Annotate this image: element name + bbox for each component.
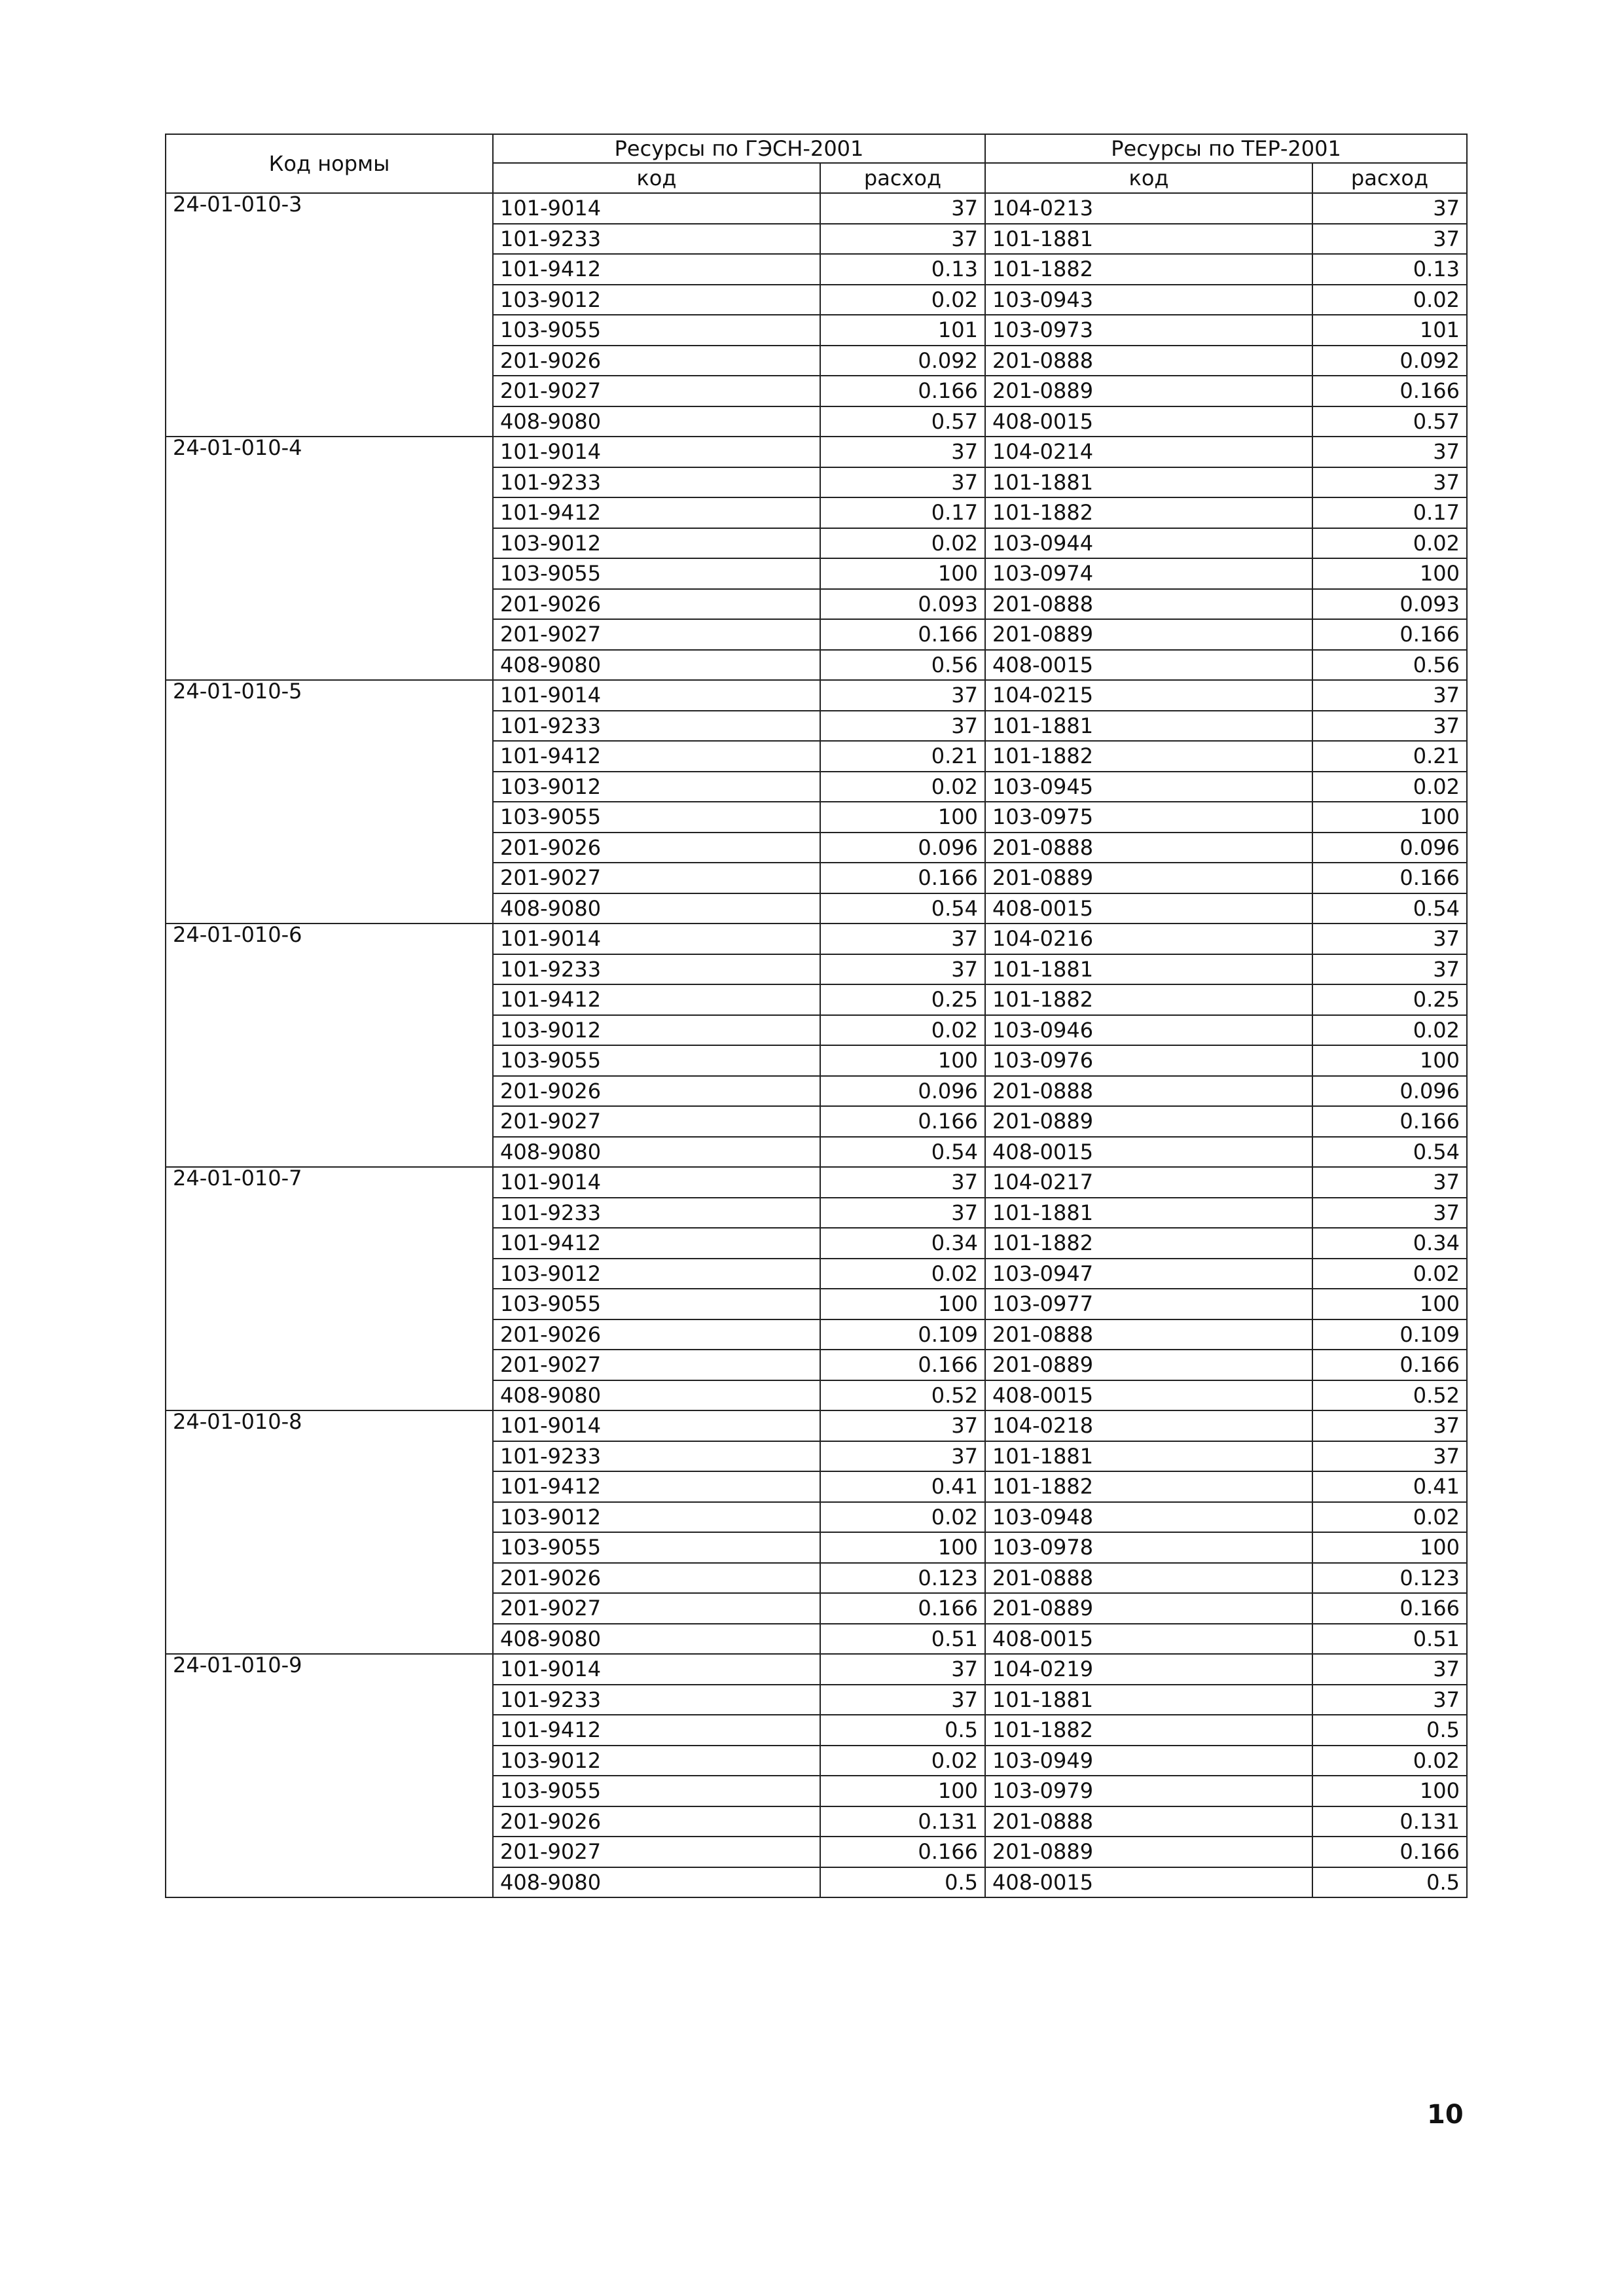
gesn-code-cell: 201-9026 bbox=[493, 833, 820, 863]
gesn-code-cell: 101-9412 bbox=[493, 1471, 820, 1502]
gesn-rate-cell: 0.02 bbox=[820, 1502, 985, 1533]
table-row bbox=[166, 1167, 1467, 1198]
gesn-rate-cell: 37 bbox=[820, 711, 985, 742]
gesn-rate-cell: 0.02 bbox=[820, 1259, 985, 1289]
gesn-code-cell: 201-9027 bbox=[493, 1350, 820, 1380]
ter-code-cell: 408-0015 bbox=[985, 893, 1312, 924]
ter-code-cell: 103-0944 bbox=[985, 528, 1312, 559]
gesn-code-cell: 201-9026 bbox=[493, 1076, 820, 1107]
gesn-code-cell: 101-9014 bbox=[493, 193, 820, 224]
gesn-rate-cell: 0.13 bbox=[820, 254, 985, 285]
ter-code-cell: 103-0976 bbox=[985, 1045, 1312, 1076]
table-row bbox=[166, 437, 1467, 467]
ter-code-cell: 101-1881 bbox=[985, 954, 1312, 985]
ter-rate-cell: 100 bbox=[1312, 1045, 1467, 1076]
ter-rate-cell: 37 bbox=[1312, 467, 1467, 498]
table-header bbox=[166, 134, 1467, 193]
ter-code-cell: 103-0974 bbox=[985, 558, 1312, 589]
gesn-code-cell: 103-9055 bbox=[493, 802, 820, 833]
ter-rate-cell: 0.096 bbox=[1312, 833, 1467, 863]
ter-rate-cell: 37 bbox=[1312, 924, 1467, 954]
gesn-rate-cell: 37 bbox=[820, 467, 985, 498]
table-row bbox=[166, 924, 1467, 954]
gesn-code-cell: 201-9026 bbox=[493, 346, 820, 376]
ter-rate-cell: 0.166 bbox=[1312, 1593, 1467, 1624]
gesn-code-cell: 201-9026 bbox=[493, 589, 820, 620]
ter-code-cell: 103-0943 bbox=[985, 285, 1312, 315]
ter-rate-cell: 0.52 bbox=[1312, 1380, 1467, 1411]
gesn-code-cell: 201-9027 bbox=[493, 1106, 820, 1137]
ter-rate-cell: 101 bbox=[1312, 315, 1467, 346]
table-row bbox=[166, 1410, 1467, 1441]
ter-rate-cell: 0.02 bbox=[1312, 1502, 1467, 1533]
gesn-code-cell: 201-9026 bbox=[493, 1563, 820, 1594]
gesn-code-cell: 103-9055 bbox=[493, 558, 820, 589]
gesn-rate-cell: 0.166 bbox=[820, 1350, 985, 1380]
norm-code-cell: 24-01-010-8 bbox=[166, 1410, 493, 1654]
gesn-rate-cell: 0.5 bbox=[820, 1715, 985, 1746]
gesn-code-cell: 101-9233 bbox=[493, 467, 820, 498]
gesn-code-cell: 201-9027 bbox=[493, 1837, 820, 1867]
ter-rate-cell: 0.02 bbox=[1312, 772, 1467, 802]
gesn-code-cell: 101-9014 bbox=[493, 924, 820, 954]
gesn-rate-cell: 100 bbox=[820, 1045, 985, 1076]
ter-rate-cell: 0.109 bbox=[1312, 1319, 1467, 1350]
gesn-rate-cell: 0.41 bbox=[820, 1471, 985, 1502]
gesn-rate-cell: 0.092 bbox=[820, 346, 985, 376]
ter-rate-cell: 0.096 bbox=[1312, 1076, 1467, 1107]
ter-rate-cell: 0.54 bbox=[1312, 893, 1467, 924]
ter-rate-cell: 37 bbox=[1312, 1654, 1467, 1685]
gesn-code-cell: 103-9055 bbox=[493, 1776, 820, 1806]
ter-code-cell: 201-0888 bbox=[985, 1563, 1312, 1594]
gesn-rate-cell: 0.096 bbox=[820, 833, 985, 863]
norm-code-cell: 24-01-010-6 bbox=[166, 924, 493, 1167]
gesn-rate-cell: 0.02 bbox=[820, 1015, 985, 1046]
ter-code-cell: 101-1881 bbox=[985, 1198, 1312, 1229]
gesn-code-cell: 101-9014 bbox=[493, 1654, 820, 1685]
ter-code-cell: 201-0889 bbox=[985, 376, 1312, 406]
ter-rate-cell: 37 bbox=[1312, 711, 1467, 742]
gesn-rate-cell: 0.096 bbox=[820, 1076, 985, 1107]
ter-code-cell: 408-0015 bbox=[985, 1867, 1312, 1898]
gesn-rate-cell: 0.166 bbox=[820, 1837, 985, 1867]
gesn-code-cell: 103-9012 bbox=[493, 528, 820, 559]
ter-rate-cell: 0.17 bbox=[1312, 497, 1467, 528]
gesn-rate-cell: 0.02 bbox=[820, 772, 985, 802]
gesn-rate-cell: 37 bbox=[820, 924, 985, 954]
ter-code-cell: 408-0015 bbox=[985, 650, 1312, 681]
gesn-code-cell: 201-9027 bbox=[493, 1593, 820, 1624]
ter-rate-cell: 0.56 bbox=[1312, 650, 1467, 681]
table-body bbox=[166, 193, 1467, 1897]
gesn-code-cell: 408-9080 bbox=[493, 1867, 820, 1898]
ter-code-cell: 408-0015 bbox=[985, 1380, 1312, 1411]
gesn-code-cell: 101-9412 bbox=[493, 1715, 820, 1746]
ter-rate-cell: 37 bbox=[1312, 1685, 1467, 1715]
gesn-code-cell: 103-9012 bbox=[493, 1746, 820, 1776]
ter-code-cell: 201-0888 bbox=[985, 1076, 1312, 1107]
gesn-code-cell: 101-9233 bbox=[493, 711, 820, 742]
gesn-rate-cell: 0.56 bbox=[820, 650, 985, 681]
ter-rate-cell: 0.5 bbox=[1312, 1715, 1467, 1746]
ter-code-cell: 103-0975 bbox=[985, 802, 1312, 833]
ter-rate-cell: 100 bbox=[1312, 802, 1467, 833]
ter-rate-cell: 37 bbox=[1312, 437, 1467, 467]
gesn-rate-cell: 100 bbox=[820, 558, 985, 589]
ter-code-cell: 103-0946 bbox=[985, 1015, 1312, 1046]
norm-code-cell: 24-01-010-3 bbox=[166, 193, 493, 437]
gesn-rate-cell: 37 bbox=[820, 1685, 985, 1715]
gesn-rate-cell: 0.54 bbox=[820, 893, 985, 924]
gesn-rate-cell: 0.57 bbox=[820, 406, 985, 437]
ter-rate-cell: 0.166 bbox=[1312, 1837, 1467, 1867]
gesn-code-cell: 103-9055 bbox=[493, 1045, 820, 1076]
gesn-code-cell: 101-9412 bbox=[493, 254, 820, 285]
ter-code-cell: 101-1881 bbox=[985, 467, 1312, 498]
gesn-rate-cell: 0.093 bbox=[820, 589, 985, 620]
ter-rate-cell: 37 bbox=[1312, 1441, 1467, 1472]
ter-code-cell: 103-0978 bbox=[985, 1532, 1312, 1563]
gesn-rate-cell: 0.02 bbox=[820, 1746, 985, 1776]
gesn-rate-cell: 37 bbox=[820, 224, 985, 255]
ter-code-cell: 103-0948 bbox=[985, 1502, 1312, 1533]
gesn-code-cell: 103-9012 bbox=[493, 1502, 820, 1533]
ter-code-cell: 201-0888 bbox=[985, 589, 1312, 620]
ter-rate-cell: 37 bbox=[1312, 680, 1467, 711]
ter-code-cell: 201-0889 bbox=[985, 1593, 1312, 1624]
ter-rate-cell: 0.57 bbox=[1312, 406, 1467, 437]
ter-rate-cell: 0.166 bbox=[1312, 863, 1467, 893]
ter-code-cell: 201-0889 bbox=[985, 863, 1312, 893]
ter-rate-cell: 0.02 bbox=[1312, 1746, 1467, 1776]
page-number: 10 bbox=[1427, 2100, 1464, 2130]
ter-rate-cell: 0.02 bbox=[1312, 285, 1467, 315]
header-norm-code: Код нормы bbox=[166, 134, 493, 193]
gesn-rate-cell: 100 bbox=[820, 1289, 985, 1319]
ter-rate-cell: 100 bbox=[1312, 1776, 1467, 1806]
gesn-code-cell: 103-9012 bbox=[493, 772, 820, 802]
gesn-rate-cell: 37 bbox=[820, 1167, 985, 1198]
gesn-rate-cell: 100 bbox=[820, 1776, 985, 1806]
ter-rate-cell: 37 bbox=[1312, 1167, 1467, 1198]
gesn-code-cell: 101-9412 bbox=[493, 741, 820, 772]
gesn-rate-cell: 0.34 bbox=[820, 1228, 985, 1259]
ter-code-cell: 103-0949 bbox=[985, 1746, 1312, 1776]
gesn-rate-cell: 0.21 bbox=[820, 741, 985, 772]
ter-code-cell: 201-0889 bbox=[985, 619, 1312, 650]
ter-code-cell: 201-0888 bbox=[985, 1319, 1312, 1350]
ter-code-cell: 101-1881 bbox=[985, 1441, 1312, 1472]
gesn-rate-cell: 0.5 bbox=[820, 1867, 985, 1898]
gesn-code-cell: 201-9026 bbox=[493, 1319, 820, 1350]
gesn-rate-cell: 0.51 bbox=[820, 1624, 985, 1655]
gesn-code-cell: 103-9055 bbox=[493, 315, 820, 346]
gesn-code-cell: 101-9412 bbox=[493, 1228, 820, 1259]
gesn-rate-cell: 0.54 bbox=[820, 1137, 985, 1168]
table-row bbox=[166, 680, 1467, 711]
ter-rate-cell: 37 bbox=[1312, 224, 1467, 255]
ter-code-cell: 104-0217 bbox=[985, 1167, 1312, 1198]
ter-code-cell: 104-0216 bbox=[985, 924, 1312, 954]
gesn-rate-cell: 100 bbox=[820, 802, 985, 833]
gesn-rate-cell: 37 bbox=[820, 1198, 985, 1229]
resources-table bbox=[165, 134, 1468, 1898]
ter-rate-cell: 0.21 bbox=[1312, 741, 1467, 772]
gesn-code-cell: 408-9080 bbox=[493, 1624, 820, 1655]
ter-rate-cell: 0.123 bbox=[1312, 1563, 1467, 1594]
gesn-code-cell: 201-9027 bbox=[493, 619, 820, 650]
gesn-code-cell: 101-9014 bbox=[493, 1410, 820, 1441]
ter-code-cell: 104-0218 bbox=[985, 1410, 1312, 1441]
ter-code-cell: 104-0214 bbox=[985, 437, 1312, 467]
gesn-code-cell: 408-9080 bbox=[493, 1380, 820, 1411]
ter-rate-cell: 37 bbox=[1312, 193, 1467, 224]
gesn-rate-cell: 101 bbox=[820, 315, 985, 346]
gesn-rate-cell: 0.166 bbox=[820, 1106, 985, 1137]
ter-rate-cell: 0.54 bbox=[1312, 1137, 1467, 1168]
gesn-code-cell: 103-9055 bbox=[493, 1532, 820, 1563]
ter-code-cell: 101-1882 bbox=[985, 497, 1312, 528]
gesn-code-cell: 408-9080 bbox=[493, 406, 820, 437]
ter-rate-cell: 0.02 bbox=[1312, 1015, 1467, 1046]
ter-rate-cell: 100 bbox=[1312, 1532, 1467, 1563]
table-row bbox=[166, 193, 1467, 224]
norm-code-cell: 24-01-010-9 bbox=[166, 1654, 493, 1897]
gesn-rate-cell: 0.123 bbox=[820, 1563, 985, 1594]
norm-code-cell: 24-01-010-5 bbox=[166, 680, 493, 924]
gesn-rate-cell: 0.131 bbox=[820, 1806, 985, 1837]
gesn-rate-cell: 37 bbox=[820, 1441, 985, 1472]
ter-code-cell: 408-0015 bbox=[985, 1137, 1312, 1168]
header-ter-code: код bbox=[985, 163, 1312, 193]
ter-rate-cell: 0.25 bbox=[1312, 984, 1467, 1015]
ter-rate-cell: 37 bbox=[1312, 1198, 1467, 1229]
ter-code-cell: 104-0215 bbox=[985, 680, 1312, 711]
gesn-rate-cell: 100 bbox=[820, 1532, 985, 1563]
ter-rate-cell: 0.092 bbox=[1312, 346, 1467, 376]
gesn-code-cell: 201-9027 bbox=[493, 376, 820, 406]
gesn-code-cell: 101-9233 bbox=[493, 1685, 820, 1715]
ter-rate-cell: 37 bbox=[1312, 1410, 1467, 1441]
ter-code-cell: 103-0945 bbox=[985, 772, 1312, 802]
gesn-rate-cell: 37 bbox=[820, 193, 985, 224]
ter-code-cell: 101-1882 bbox=[985, 741, 1312, 772]
gesn-code-cell: 408-9080 bbox=[493, 1137, 820, 1168]
gesn-rate-cell: 0.25 bbox=[820, 984, 985, 1015]
norm-code-cell: 24-01-010-4 bbox=[166, 437, 493, 680]
ter-code-cell: 201-0889 bbox=[985, 1837, 1312, 1867]
gesn-rate-cell: 37 bbox=[820, 1654, 985, 1685]
ter-code-cell: 101-1882 bbox=[985, 254, 1312, 285]
header-ter-rate: расход bbox=[1312, 163, 1467, 193]
ter-code-cell: 101-1882 bbox=[985, 1471, 1312, 1502]
ter-code-cell: 201-0888 bbox=[985, 346, 1312, 376]
ter-code-cell: 201-0888 bbox=[985, 833, 1312, 863]
gesn-rate-cell: 0.02 bbox=[820, 285, 985, 315]
ter-rate-cell: 0.166 bbox=[1312, 1106, 1467, 1137]
ter-code-cell: 101-1882 bbox=[985, 1228, 1312, 1259]
ter-rate-cell: 0.131 bbox=[1312, 1806, 1467, 1837]
header-gesn-resources: Ресурсы по ГЭСН-2001 bbox=[493, 134, 985, 163]
ter-code-cell: 201-0889 bbox=[985, 1350, 1312, 1380]
gesn-code-cell: 101-9233 bbox=[493, 224, 820, 255]
ter-rate-cell: 0.34 bbox=[1312, 1228, 1467, 1259]
gesn-rate-cell: 0.109 bbox=[820, 1319, 985, 1350]
gesn-rate-cell: 0.02 bbox=[820, 528, 985, 559]
gesn-rate-cell: 37 bbox=[820, 954, 985, 985]
ter-rate-cell: 0.166 bbox=[1312, 1350, 1467, 1380]
ter-rate-cell: 0.41 bbox=[1312, 1471, 1467, 1502]
header-ter-resources: Ресурсы по ТЕР-2001 bbox=[985, 134, 1467, 163]
gesn-rate-cell: 0.166 bbox=[820, 619, 985, 650]
table-row bbox=[166, 1654, 1467, 1685]
gesn-code-cell: 103-9012 bbox=[493, 1015, 820, 1046]
gesn-rate-cell: 0.166 bbox=[820, 376, 985, 406]
ter-code-cell: 104-0219 bbox=[985, 1654, 1312, 1685]
gesn-code-cell: 103-9012 bbox=[493, 285, 820, 315]
gesn-code-cell: 408-9080 bbox=[493, 650, 820, 681]
gesn-code-cell: 101-9233 bbox=[493, 1198, 820, 1229]
ter-code-cell: 101-1881 bbox=[985, 1685, 1312, 1715]
ter-code-cell: 408-0015 bbox=[985, 406, 1312, 437]
ter-code-cell: 201-0888 bbox=[985, 1806, 1312, 1837]
ter-rate-cell: 100 bbox=[1312, 1289, 1467, 1319]
gesn-code-cell: 408-9080 bbox=[493, 893, 820, 924]
ter-code-cell: 101-1882 bbox=[985, 1715, 1312, 1746]
ter-code-cell: 201-0889 bbox=[985, 1106, 1312, 1137]
ter-rate-cell: 37 bbox=[1312, 954, 1467, 985]
gesn-rate-cell: 37 bbox=[820, 680, 985, 711]
ter-code-cell: 104-0213 bbox=[985, 193, 1312, 224]
gesn-code-cell: 101-9014 bbox=[493, 680, 820, 711]
ter-rate-cell: 0.02 bbox=[1312, 1259, 1467, 1289]
ter-code-cell: 408-0015 bbox=[985, 1624, 1312, 1655]
ter-code-cell: 101-1882 bbox=[985, 984, 1312, 1015]
gesn-rate-cell: 0.17 bbox=[820, 497, 985, 528]
gesn-code-cell: 101-9233 bbox=[493, 954, 820, 985]
ter-code-cell: 103-0973 bbox=[985, 315, 1312, 346]
gesn-code-cell: 101-9014 bbox=[493, 437, 820, 467]
gesn-rate-cell: 0.166 bbox=[820, 863, 985, 893]
ter-rate-cell: 0.166 bbox=[1312, 376, 1467, 406]
ter-rate-cell: 0.51 bbox=[1312, 1624, 1467, 1655]
gesn-code-cell: 201-9026 bbox=[493, 1806, 820, 1837]
ter-rate-cell: 100 bbox=[1312, 558, 1467, 589]
ter-rate-cell: 0.13 bbox=[1312, 254, 1467, 285]
ter-code-cell: 103-0947 bbox=[985, 1259, 1312, 1289]
gesn-rate-cell: 0.166 bbox=[820, 1593, 985, 1624]
header-gesn-code: код bbox=[493, 163, 820, 193]
gesn-code-cell: 201-9027 bbox=[493, 863, 820, 893]
norm-code-cell: 24-01-010-7 bbox=[166, 1167, 493, 1410]
ter-code-cell: 101-1881 bbox=[985, 224, 1312, 255]
ter-rate-cell: 0.093 bbox=[1312, 589, 1467, 620]
gesn-code-cell: 101-9233 bbox=[493, 1441, 820, 1472]
ter-code-cell: 103-0979 bbox=[985, 1776, 1312, 1806]
ter-rate-cell: 0.02 bbox=[1312, 528, 1467, 559]
ter-code-cell: 103-0977 bbox=[985, 1289, 1312, 1319]
gesn-code-cell: 101-9412 bbox=[493, 984, 820, 1015]
gesn-code-cell: 103-9055 bbox=[493, 1289, 820, 1319]
gesn-rate-cell: 0.52 bbox=[820, 1380, 985, 1411]
gesn-rate-cell: 37 bbox=[820, 437, 985, 467]
ter-code-cell: 101-1881 bbox=[985, 711, 1312, 742]
ter-rate-cell: 0.5 bbox=[1312, 1867, 1467, 1898]
header-gesn-rate: расход bbox=[820, 163, 985, 193]
gesn-code-cell: 101-9014 bbox=[493, 1167, 820, 1198]
gesn-code-cell: 101-9412 bbox=[493, 497, 820, 528]
gesn-rate-cell: 37 bbox=[820, 1410, 985, 1441]
gesn-code-cell: 103-9012 bbox=[493, 1259, 820, 1289]
ter-rate-cell: 0.166 bbox=[1312, 619, 1467, 650]
